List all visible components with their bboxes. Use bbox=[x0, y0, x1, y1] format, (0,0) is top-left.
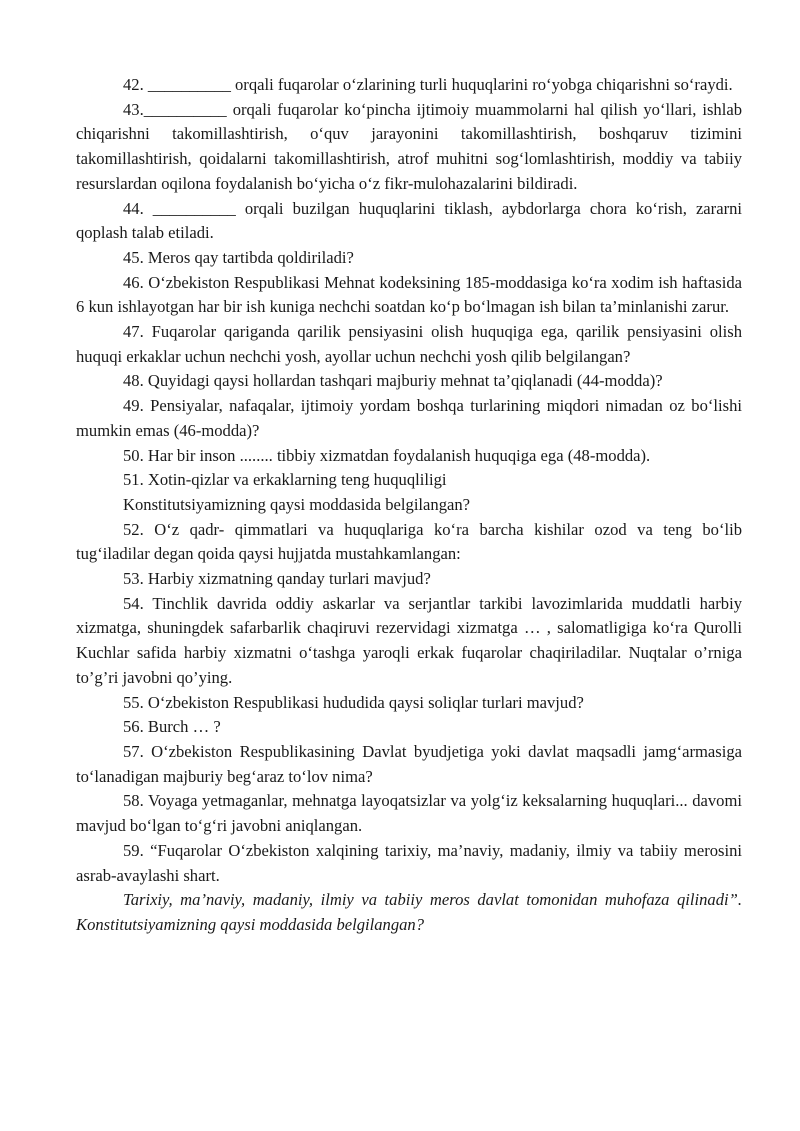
question-53: 53. Harbiy xizmatning qanday turlari mavjud? bbox=[123, 569, 431, 589]
question-45: 45. Meros qay tartibda qoldiriladi? bbox=[123, 247, 354, 267]
question-59-italic-continuation: Tarixiy, ma’naviy, madaniy, ilmiy va tabiiy meros davlat tomonidan muhofaza qilinadi”. Konstitutsiyamizning qaysi moddasida belgilangan? bbox=[76, 890, 742, 934]
question-48: 48. Quyidagi qaysi hollardan tashqari majburiy mehnat ta’qiqlanadi (44-modda)? bbox=[123, 371, 663, 391]
question-47: 47. Fuqarolar qariganda qarilik pensiyasini olish huquqiga ega, qarilik pensiyasini olish huquqi erkaklar uchun nechchi yosh, ayollar uchun nechchi yosh qilib belgilangan? bbox=[76, 322, 742, 366]
question-57: 57. O‘zbekiston Respublikasining Davlat byudjetiga yoki davlat maqsadli jamg‘armasiga to‘lanadigan majburiy beg‘araz to‘lov nima? bbox=[76, 741, 742, 786]
question-59: 59. “Fuqarolar O‘zbekiston xalqining tarixiy, ma’naviy, madaniy, ilmiy va tabiiy merosini asrab-avaylashi shart. bbox=[76, 840, 742, 885]
question-58: 58. Voyaga yetmaganlar, mehnatga layoqatsizlar va yolg‘iz keksalarning huquqlari... davomi mavjud bo‘lgan to‘g‘ri javobni aniqlangan. bbox=[76, 791, 742, 836]
question-44: 44. __________ orqali buzilgan huquqlarini tiklash, aybdorlarga chora ko‘rish, zararni qoplash talab etiladi. bbox=[76, 198, 742, 243]
question-52: 52. O‘z qadr- qimmatlari va huquqlariga ko‘ra barcha kishilar ozod va teng bo‘lib tug‘iladilar degan qoida qaysi hujjatda mustahkamlangan: bbox=[76, 519, 742, 564]
question-51-continuation: Konstitutsiyamizning qaysi moddasida belgilangan? bbox=[123, 494, 471, 514]
question-43: 43.__________ orqali fuqarolar ko‘pincha ijtimoiy muammolarni hal qilish yo‘llari, ishlab chiqarishni takomillashtirish, o‘quv jarayonini takomillashtirish, boshqaruv tizimini takomillashtirish, qoidalarni takomillashtirish, atrof muhitni sog‘lomlashtirish, moddiy va tabiiy resurslardan oqilona foydalanish bo‘yicha o‘z fikr-mulohazalarini bildiradi. bbox=[76, 99, 742, 193]
question-50: 50. Har bir inson ........ tibbiy xizmatdan foydalanish huquqiga ega (48-modda). bbox=[123, 445, 651, 465]
question-56: 56. Burch … ? bbox=[123, 717, 221, 737]
question-54: 54. Tinchlik davrida oddiy askarlar va serjantlar tarkibi lavozimlarida muddatli harbiy xizmatga, shuningdek safarbarlik chaqiruvi rezervidagi xizmatga … , salomatligiga ko‘ra Qurolli Kuchlar safida harbiy xizmatni o‘tashga yaroqli erkak fuqarolar chaqiriladilar. Nuqtalar o’rniga to’g’ri javobni qo’ying. bbox=[76, 593, 742, 687]
question-46: 46. O‘zbekiston Respublikasi Mehnat kodeksining 185-moddasiga ko‘ra xodim ish haftasida 6 kun ishlayotgan har bir ish kuniga nechchi soatdan ko‘p bo‘lmagan ish bilan ta’minlanishi zarur. bbox=[76, 272, 742, 317]
question-55: 55. O‘zbekiston Respublikasi hududida qaysi soliqlar turlari mavjud? bbox=[123, 692, 584, 712]
question-42: 42. __________ orqali fuqarolar o‘zlarining turli huquqlarini ro‘yobga chiqarishni so‘raydi. bbox=[123, 75, 733, 94]
question-51: 51. Xotin-qizlar va erkaklarning teng huquqliligi bbox=[123, 470, 447, 490]
question-49: 49. Pensiyalar, nafaqalar, ijtimoiy yordam boshqa turlarining miqdori nimadan oz bo‘lishi mumkin emas (46-modda)? bbox=[76, 396, 742, 440]
